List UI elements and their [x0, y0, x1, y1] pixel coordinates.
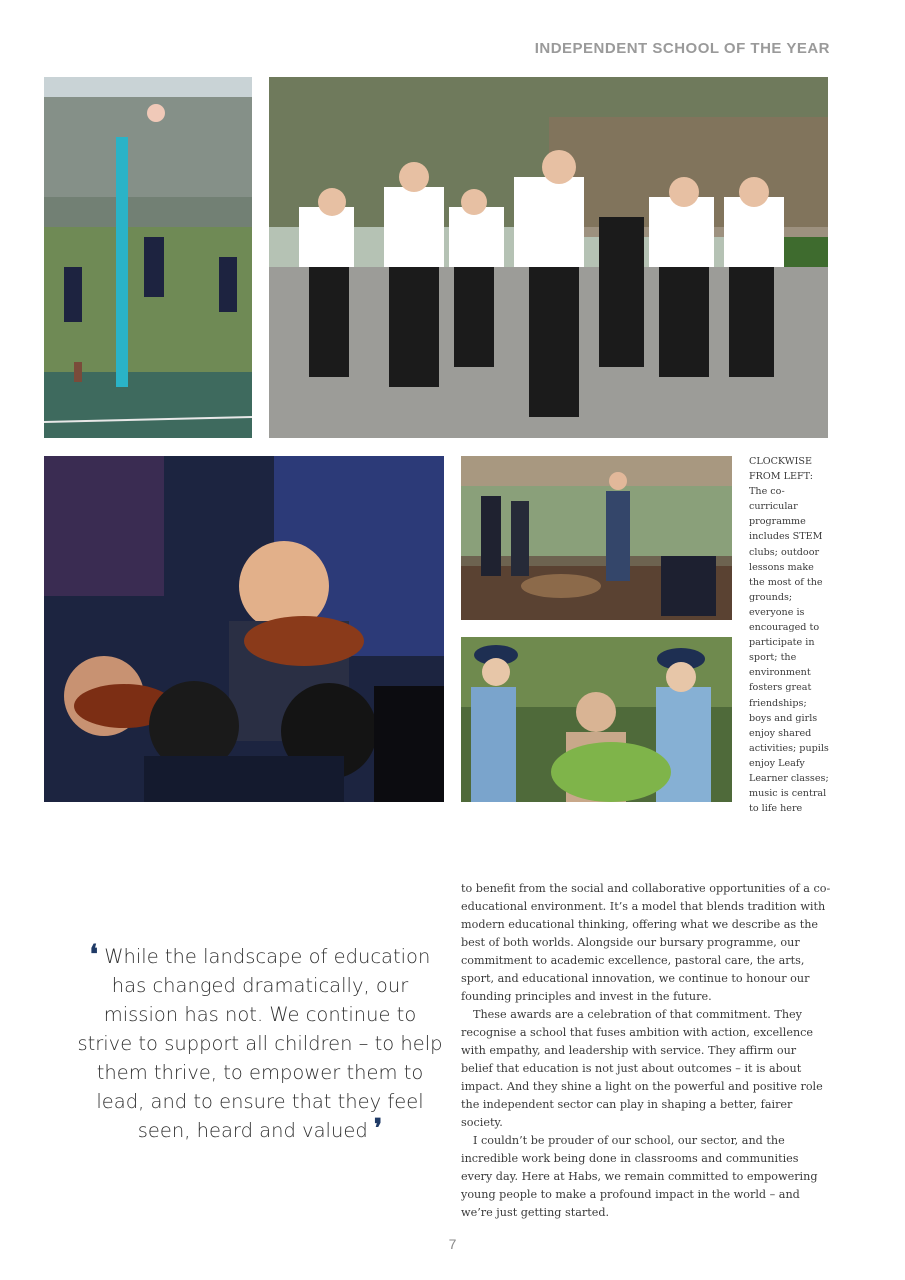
open-quote-icon: ❛ — [89, 940, 99, 970]
photo-caption: CLOCKWISE FROM LEFT: The co-curricular programme includes STEM clubs; outdoor lessons make the most of the grounds; everyone is encouraged to participate in sport; the environment fosters great friendships; boys and girls enjoy shared activities; pupils enjoy Leafy Learner classes; music is central to life here — [749, 456, 829, 815]
music-orchestra-photo — [44, 456, 444, 802]
body-paragraph: to benefit from the social and collaborative opportunities of a co-educational environment. It’s a model that blends tradition with modern educational thinking, offering what we describe as the best of both worlds. Alongside our bursary programme, our commitment to academic excellence, pastoral care, the arts, sport, and educational innovation, we continue to honour our founding principles and invest in the future. — [461, 882, 831, 1003]
page-number: 7 — [448, 1236, 457, 1252]
pull-quote — [74, 942, 446, 1145]
netball-photo — [44, 77, 252, 438]
article-body — [461, 880, 831, 1222]
outdoor-lesson-photo — [461, 456, 732, 620]
body-paragraph: I couldn’t be prouder of our school, our sector, and the incredible work being done in classrooms and communities every day. Here at Habs, we remain committed to empowering young people to make a profound impact in the world – and we’re just getting started. — [461, 1134, 818, 1219]
section-header: INDEPENDENT SCHOOL OF THE YEAR — [534, 40, 830, 57]
close-quote-icon: ❜ — [373, 1114, 383, 1144]
running-pupils-photo — [269, 77, 828, 438]
pull-quote-text: While the landscape of education has changed dramatically, our mission has not. We continue to strive to support all children – to help them thrive, to empower them to lead, and to ensure that they feel seen, heard and valued — [77, 945, 443, 1142]
body-paragraph: These awards are a celebration of that commitment. They recognise a school that fuses ambition with action, excellence with empathy, and leadership with service. They affirm our belief that education is not just about outcomes – it is about impact. And they shine a light on the powerful and positive role the independent sector can play in shaping a better, fairer society. — [461, 1008, 823, 1129]
leafy-learner-photo — [461, 637, 732, 802]
